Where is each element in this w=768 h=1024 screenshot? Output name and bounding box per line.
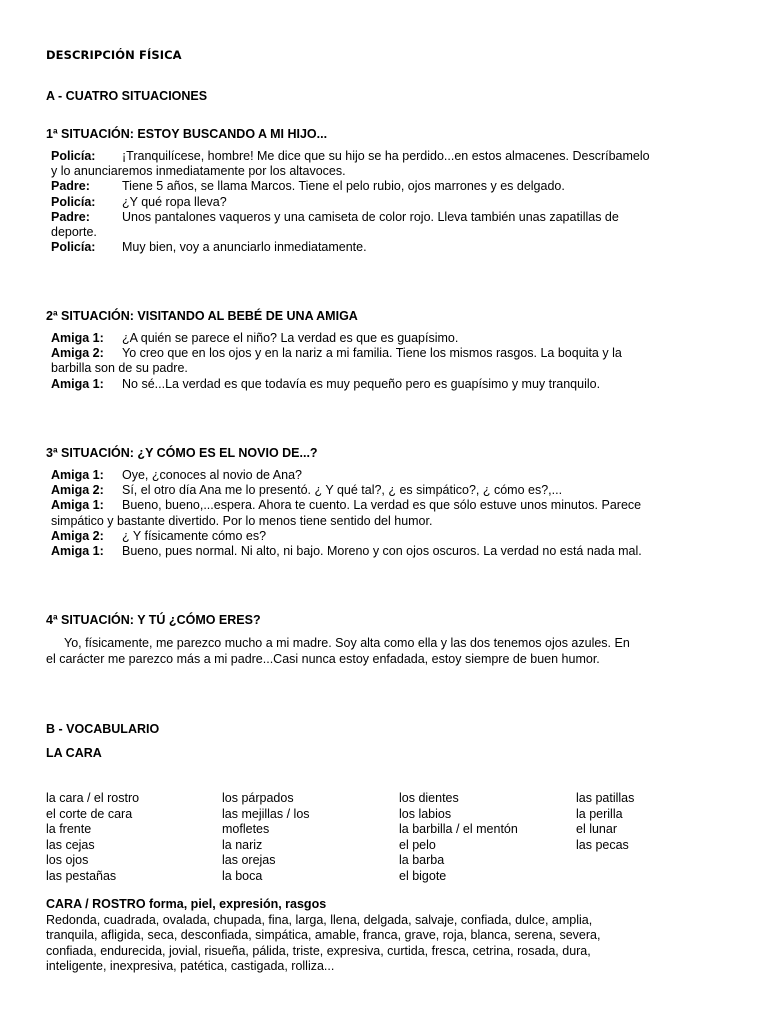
situation-4-title: 4ª SITUACIÓN: Y TÚ ¿CÓMO ERES? [46, 613, 261, 627]
situation-4-paragraph [46, 635, 726, 667]
section-b-heading: B - VOCABULARIO [46, 722, 160, 736]
word-list-line: inteligente, inexpresiva, patética, castigada, rolliza... [46, 959, 335, 974]
vocab-item: los labios [399, 806, 452, 821]
speaker-label: Amiga 1: [51, 468, 104, 482]
speaker-label: Amiga 1: [51, 376, 104, 391]
vocab-item: el lunar [576, 822, 617, 836]
vocab-item: los párpados [222, 791, 294, 805]
speaker-label: Policía: [51, 149, 96, 163]
cara-rostro-word-list [46, 913, 746, 975]
dialogue-text: Yo creo que en los ojos y en la nariz a mi familia. Tiene los mismos rasgos. La boquita y la [122, 346, 622, 361]
dialogue-text: ¿Y qué ropa lleva? [122, 194, 227, 209]
dialogue-line [46, 529, 736, 544]
word-list-line: tranquila, afligida, seca, desconfiada, simpática, amable, franca, grave, roja, blanca, serena, severa, [46, 928, 601, 943]
dialogue-line [46, 179, 736, 194]
vocab-item: el pelo [399, 837, 436, 852]
speaker-label: Amiga 1: [51, 331, 104, 345]
dialogue-text: ¡Tranquilícese, hombre! Me dice que su hijo se ha perdido...en estos almacenes. Descríbamelo [122, 149, 650, 163]
dialogue-line [46, 498, 736, 513]
dialogue-line [46, 240, 736, 255]
dialogue-text: ¿A quién se parece el niño? La verdad es que es guapísimo. [122, 331, 459, 345]
cara-rostro-heading: CARA / ROSTRO forma, piel, expresión, rasgos [46, 897, 327, 911]
vocab-column-3 [399, 791, 518, 884]
vocab-item: mofletes [222, 822, 270, 836]
dialogue-line [46, 346, 736, 361]
section-a-heading: A - CUATRO SITUACIONES [46, 89, 208, 103]
vocab-item: los dientes [399, 791, 459, 805]
speaker-label: Padre: [51, 209, 90, 224]
vocab-item: las mejillas / los [222, 806, 310, 821]
speaker-label: Policía: [51, 240, 96, 255]
paragraph-line: Yo, físicamente, me parezco mucho a mi madre. Soy alta como ella y las dos tenemos ojos azules. En [64, 636, 630, 650]
situation-1-dialogue [46, 149, 736, 255]
document-title: DESCRIPCIÓN FÍSICA [46, 48, 182, 62]
dialogue-text: Sí, el otro día Ana me lo presentó. ¿ Y qué tal?, ¿ es simpático?, ¿ cómo es?,... [122, 483, 563, 498]
speaker-label: Padre: [51, 179, 90, 194]
dialogue-text-continued: y lo anunciaremos inmediatamente por los altavoces. [51, 164, 346, 179]
vocab-item: la boca [222, 868, 263, 883]
vocab-item: las pecas [576, 837, 629, 852]
vocab-column-4 [576, 791, 634, 853]
dialogue-text: Tiene 5 años, se llama Marcos. Tiene el pelo rubio, ojos marrones y es delgado. [122, 179, 565, 194]
dialogue-line [46, 377, 736, 392]
dialogue-text: Muy bien, voy a anunciarlo inmediatamente. [122, 240, 367, 255]
dialogue-line [46, 544, 736, 559]
dialogue-text: Bueno, bueno,...espera. Ahora te cuento. La verdad es que sólo estuve unos minutos. Parece [122, 498, 642, 513]
dialogue-line [46, 210, 736, 225]
dialogue-text: No sé...La verdad es que todavía es muy pequeño pero es guapísimo y muy tranquilo. [122, 376, 601, 391]
vocab-item: la barba [399, 853, 445, 867]
situation-2-title: 2ª SITUACIÓN: VISITANDO AL BEBÉ DE UNA AMIGA [46, 309, 358, 323]
dialogue-line [46, 483, 736, 498]
speaker-label: Policía: [51, 194, 96, 209]
dialogue-text: Oye, ¿conoces al novio de Ana? [122, 468, 302, 482]
vocab-item: el corte de cara [46, 806, 133, 821]
situation-1-title: 1ª SITUACIÓN: ESTOY BUSCANDO A MI HIJO... [46, 127, 328, 141]
vocab-item: la nariz [222, 837, 263, 852]
vocab-column-2 [222, 791, 310, 884]
vocab-item: la barbilla / el mentón [399, 822, 518, 836]
vocab-item: la perilla [576, 806, 623, 821]
situation-2-dialogue [46, 331, 736, 392]
dialogue-line [46, 468, 736, 483]
speaker-label: Amiga 1: [51, 544, 104, 559]
vocab-column-1 [46, 791, 139, 884]
vocab-item: la frente [46, 822, 92, 836]
dialogue-text-continued: simpático y bastante divertido. Por lo menos tiene sentido del humor. [51, 513, 433, 528]
vocab-item: los ojos [46, 853, 89, 867]
vocab-item: el bigote [399, 868, 447, 883]
dialogue-text: Unos pantalones vaqueros y una camiseta de color rojo. Lleva también unas zapatillas de [122, 209, 619, 224]
vocab-item: las cejas [46, 837, 95, 852]
vocab-item: las pestañas [46, 868, 117, 883]
dialogue-text-continued: deporte. [51, 225, 97, 240]
dialogue-line [46, 195, 736, 210]
speaker-label: Amiga 1: [51, 498, 104, 513]
speaker-label: Amiga 2: [51, 483, 104, 498]
dialogue-line [46, 149, 736, 164]
vocab-item: las patillas [576, 791, 635, 805]
vocab-item: la cara / el rostro [46, 791, 140, 805]
la-cara-heading: LA CARA [46, 746, 102, 760]
vocab-item: las orejas [222, 853, 276, 867]
situation-3-dialogue [46, 468, 736, 559]
speaker-label: Amiga 2: [51, 346, 104, 361]
dialogue-line [46, 331, 736, 346]
speaker-label: Amiga 2: [51, 528, 104, 543]
word-list-line: confiada, endurecida, jovial, risueña, pálida, triste, expresiva, curtida, fresca, cetrina, rosada, dura, [46, 943, 591, 958]
word-list-line: Redonda, cuadrada, ovalada, chupada, fina, larga, llena, delgada, salvaje, confiada, dulce, amplia, [46, 913, 593, 927]
paragraph-line: el carácter me parezco más a mi padre...Casi nunca estoy enfadada, estoy siempre de buen humor. [46, 652, 600, 666]
dialogue-text: Bueno, pues normal. Ni alto, ni bajo. Moreno y con ojos oscuros. La verdad no está nada mal. [122, 544, 642, 559]
situation-3-title: 3ª SITUACIÓN: ¿Y CÓMO ES EL NOVIO DE...? [46, 446, 318, 460]
dialogue-text-continued: barbilla son de su padre. [51, 361, 188, 376]
dialogue-text: ¿ Y físicamente cómo es? [122, 528, 267, 543]
